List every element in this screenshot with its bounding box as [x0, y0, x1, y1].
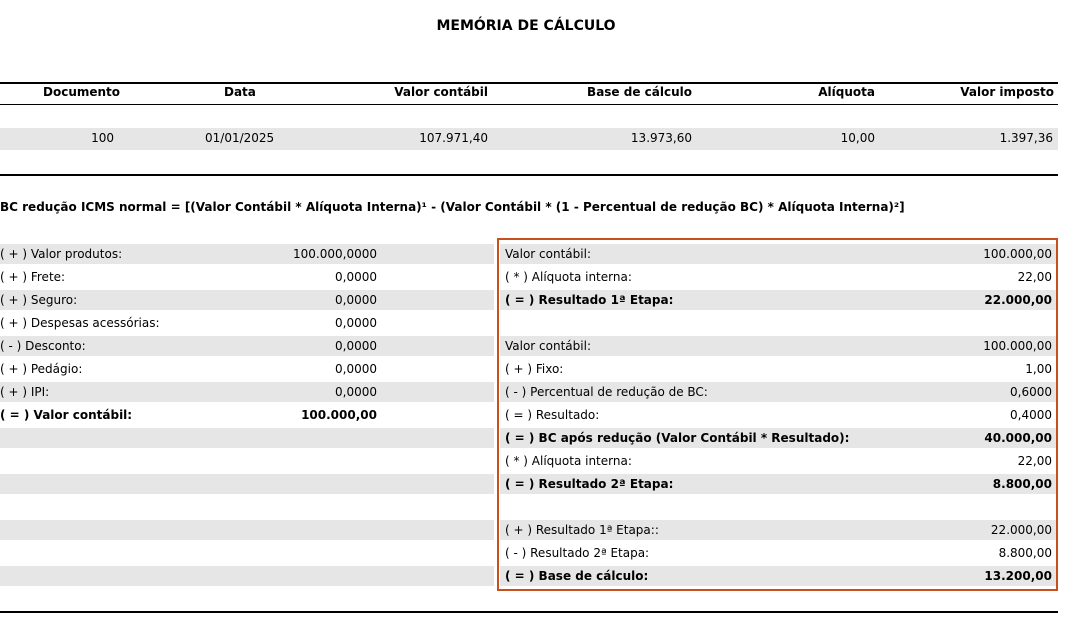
column-header-valor-contabil: Valor contábil [394, 85, 488, 99]
row-value: 0,0000 [335, 339, 377, 353]
row-value: 0,0000 [335, 362, 377, 376]
section-rule [0, 174, 1058, 176]
row-label: ( * ) Alíquota interna: [505, 454, 632, 468]
row-value: 100.000,00 [983, 339, 1052, 353]
column-header-documento: Documento [43, 85, 121, 99]
row-value: 0,6000 [1010, 385, 1052, 399]
row-label: ( - ) Desconto: [0, 339, 86, 353]
summary-valor-imposto: 1.397,36 [999, 131, 1053, 145]
highlight-box [497, 238, 1058, 591]
header-bottom-rule [0, 104, 1058, 105]
column-header-data: Data [224, 85, 256, 99]
left-table-row [0, 382, 494, 402]
row-label: ( + ) Fixo: [505, 362, 564, 376]
row-label: ( + ) Despesas acessórias: [0, 316, 160, 330]
left-table-row [0, 474, 494, 494]
row-label: ( = ) Base de cálculo: [505, 569, 649, 583]
row-label: ( + ) Valor produtos: [0, 247, 123, 261]
row-value: 0,0000 [335, 293, 377, 307]
row-value: 22.000,00 [984, 293, 1052, 307]
row-value: 0,0000 [335, 316, 377, 330]
left-table-row [0, 244, 494, 264]
left-table-row [0, 336, 494, 356]
summary-aliquota: 10,00 [840, 131, 875, 145]
row-label: ( - ) Resultado 2ª Etapa: [505, 546, 650, 560]
summary-row [0, 128, 1058, 150]
row-label: Valor contábil: [505, 247, 591, 261]
row-value: 22,00 [1017, 270, 1052, 284]
summary-base-de-calculo: 13.973,60 [630, 131, 692, 145]
left-table-row [0, 313, 494, 333]
left-table-row [0, 451, 494, 471]
row-value: 22,00 [1017, 454, 1052, 468]
row-label: ( + ) Frete: [0, 270, 66, 284]
page-title: MEMÓRIA DE CÁLCULO [436, 18, 616, 34]
row-value: 1,00 [1025, 362, 1052, 376]
row-value: 22.000,00 [990, 523, 1052, 537]
row-value: 100.000,0000 [293, 247, 377, 261]
row-label: ( + ) Resultado 1ª Etapa:: [505, 523, 659, 537]
column-header-aliquota: Alíquota [818, 85, 875, 99]
header-top-rule [0, 82, 1058, 84]
row-value: 40.000,00 [984, 431, 1052, 445]
row-label: ( + ) IPI: [0, 385, 50, 399]
row-label: ( = ) Resultado: [505, 408, 600, 422]
row-value: 13.200,00 [984, 569, 1052, 583]
summary-valor-contabil: 107.971,40 [419, 131, 488, 145]
summary-documento: 100 [91, 131, 114, 145]
row-label: ( = ) Valor contábil: [0, 408, 133, 422]
row-value: 8.800,00 [998, 546, 1052, 560]
row-value: 0,0000 [335, 385, 377, 399]
row-label: ( = ) Resultado 2ª Etapa: [505, 477, 674, 491]
row-label: ( - ) Percentual de redução de BC: [505, 385, 708, 399]
left-table-row [0, 290, 494, 310]
column-header-valor-imposto: Valor imposto [960, 85, 1054, 99]
left-table-row [0, 566, 494, 586]
row-label: Valor contábil: [505, 339, 591, 353]
row-label: ( + ) Seguro: [0, 293, 78, 307]
left-table-row [0, 267, 494, 287]
row-value: 100.000,00 [983, 247, 1052, 261]
left-table-row [0, 543, 494, 563]
row-value: 0,0000 [335, 270, 377, 284]
row-label: ( = ) Resultado 1ª Etapa: [505, 293, 674, 307]
formula-text: BC redução ICMS normal = [(Valor Contábil * Alíquota Interna)¹ - (Valor Contábil * (1 - Percentual de redução BC) * Alíquota Interna)²] [0, 200, 905, 214]
column-header-base-de-calculo: Base de cálculo [587, 85, 692, 99]
left-table-row [0, 359, 494, 379]
left-table-row [0, 520, 494, 540]
left-table-row [0, 497, 494, 517]
row-label: ( + ) Pedágio: [0, 362, 83, 376]
row-label: ( = ) BC após redução (Valor Contábil * Resultado): [505, 431, 850, 445]
row-value: 0,4000 [1010, 408, 1052, 422]
row-value: 100.000,00 [301, 408, 377, 422]
row-label: ( * ) Alíquota interna: [505, 270, 632, 284]
left-table-row [0, 405, 494, 425]
summary-data: 01/01/2025 [205, 131, 275, 145]
bottom-rule [0, 611, 1058, 613]
row-value: 8.800,00 [992, 477, 1052, 491]
left-table-row [0, 428, 494, 448]
